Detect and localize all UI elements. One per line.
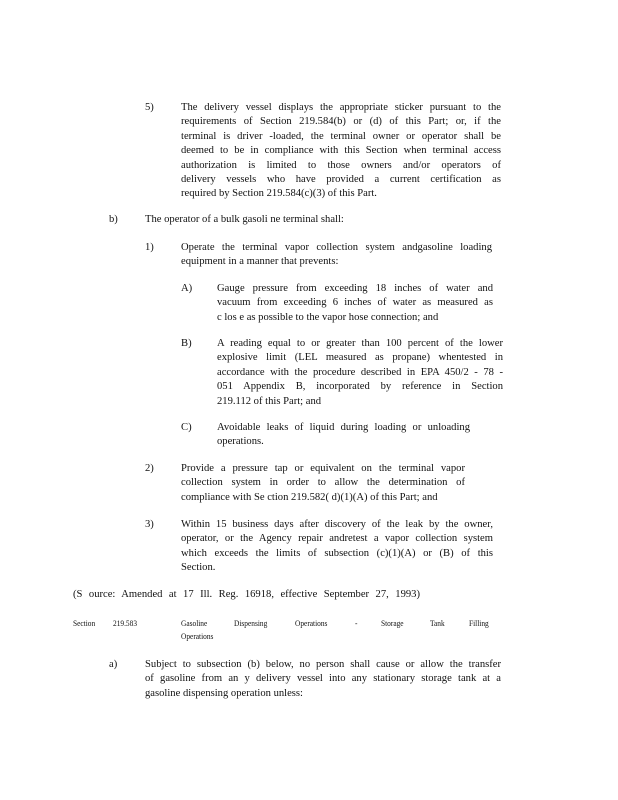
item-number: 5) xyxy=(145,102,154,113)
text-line: equipment in a manner that prevents: xyxy=(181,256,339,268)
section-title-word: Filling xyxy=(469,618,489,628)
text-line: Avoidable leaks of liquid during loading or unloading xyxy=(217,422,470,433)
item-text xyxy=(181,241,492,270)
text-line: operations. xyxy=(217,436,264,448)
section-title-word: Storage xyxy=(380,618,404,628)
section-title-continued: Operations xyxy=(181,631,214,641)
text-line: authorization is limited to those owners and/or operators of xyxy=(181,159,501,171)
text-line: delivery vessels who have provided a current certification as xyxy=(181,174,501,186)
section-title xyxy=(181,617,492,630)
text-line: which exceeds the limits of subsection (c)(1)(A) or (B) of this xyxy=(181,547,493,559)
text-line: Section. xyxy=(181,562,216,574)
item-number: 3) xyxy=(145,519,154,530)
text-line: of gasoline from an y delivery vessel into any stationary storage tank at a xyxy=(145,673,501,685)
text-line: gasoline dispensing operation unless: xyxy=(145,687,304,699)
item-letter: C) xyxy=(181,422,192,433)
item-number: 1) xyxy=(145,242,154,253)
section-title-word: - xyxy=(355,618,358,628)
text-line: requirements of Section 219.584(b) or (d) of this Part; or, if the xyxy=(181,116,501,128)
item-text xyxy=(217,337,503,409)
text-line: compliance with Se ction 219.582( d)(1)(A) of this Part; and xyxy=(181,491,438,503)
text-line: explosive limit (LEL measured as propane) whentested in xyxy=(217,352,503,364)
item-letter: B) xyxy=(181,338,192,349)
source-note: (S ource: Amended at 17 Ill. Reg. 16918, effective September 27, 1993) xyxy=(73,589,420,600)
text-line: accordance with the procedure described in EPA 450/2 - 78 - xyxy=(217,366,503,378)
text-line: Gauge pressure from exceeding 18 inches of water and xyxy=(217,283,493,294)
text-line: 051 Appendix B, incorporated by reference in Section xyxy=(217,381,503,393)
section-word: Section xyxy=(73,618,96,628)
item-text xyxy=(181,518,493,576)
item-letter: A) xyxy=(181,283,193,294)
item-text xyxy=(181,101,501,202)
text-line: deemed to be in compliance with this Section when terminal access xyxy=(181,145,501,157)
item-letter: b) xyxy=(109,214,118,225)
item-text xyxy=(217,282,493,325)
section-title-word: Tank xyxy=(429,618,445,628)
text-line: vacuum from exceeding 6 inches of water as measured as xyxy=(217,297,493,309)
text-line: collection system in order to allow the determination of xyxy=(181,477,465,489)
text-line: Within 15 business days after discovery of the leak by the owner, xyxy=(181,519,493,530)
section-title-word: Operations xyxy=(295,618,328,628)
section-number: 219.583 xyxy=(113,618,138,628)
item-text xyxy=(217,421,470,450)
text-line: required by Section 219.584(c)(3) of this Part. xyxy=(181,188,377,200)
text-line: 219.112 of this Part; and xyxy=(217,395,322,407)
text-line: Provide a pressure tap or equivalent on the terminal vapor xyxy=(181,463,465,474)
text-line: c los e as possible to the vapor hose connection; and xyxy=(217,311,439,323)
text-line: Subject to subsection (b) below, no person shall cause or allow the transfer xyxy=(145,659,501,670)
section-title-word: Gasoline xyxy=(181,618,208,628)
item-text xyxy=(181,462,465,505)
item-number: 2) xyxy=(145,463,154,474)
text-line: A reading equal to or greater than 100 percent of the lower xyxy=(217,338,503,349)
item-text xyxy=(145,658,501,701)
item-text: The operator of a bulk gasoli ne terminal shall: xyxy=(145,214,344,225)
item-letter: a) xyxy=(109,659,118,670)
text-line: The delivery vessel displays the appropriate sticker pursuant to the xyxy=(181,102,501,113)
text-line: Operate the terminal vapor collection system andgasoline loading xyxy=(181,242,492,253)
text-line: operator, or the Agency repair andretest a vapor collection system xyxy=(181,533,493,545)
section-title-word: Dispensing xyxy=(234,618,268,628)
text-line: terminal is driver -loaded, the terminal owner or operator shall be xyxy=(181,130,501,142)
